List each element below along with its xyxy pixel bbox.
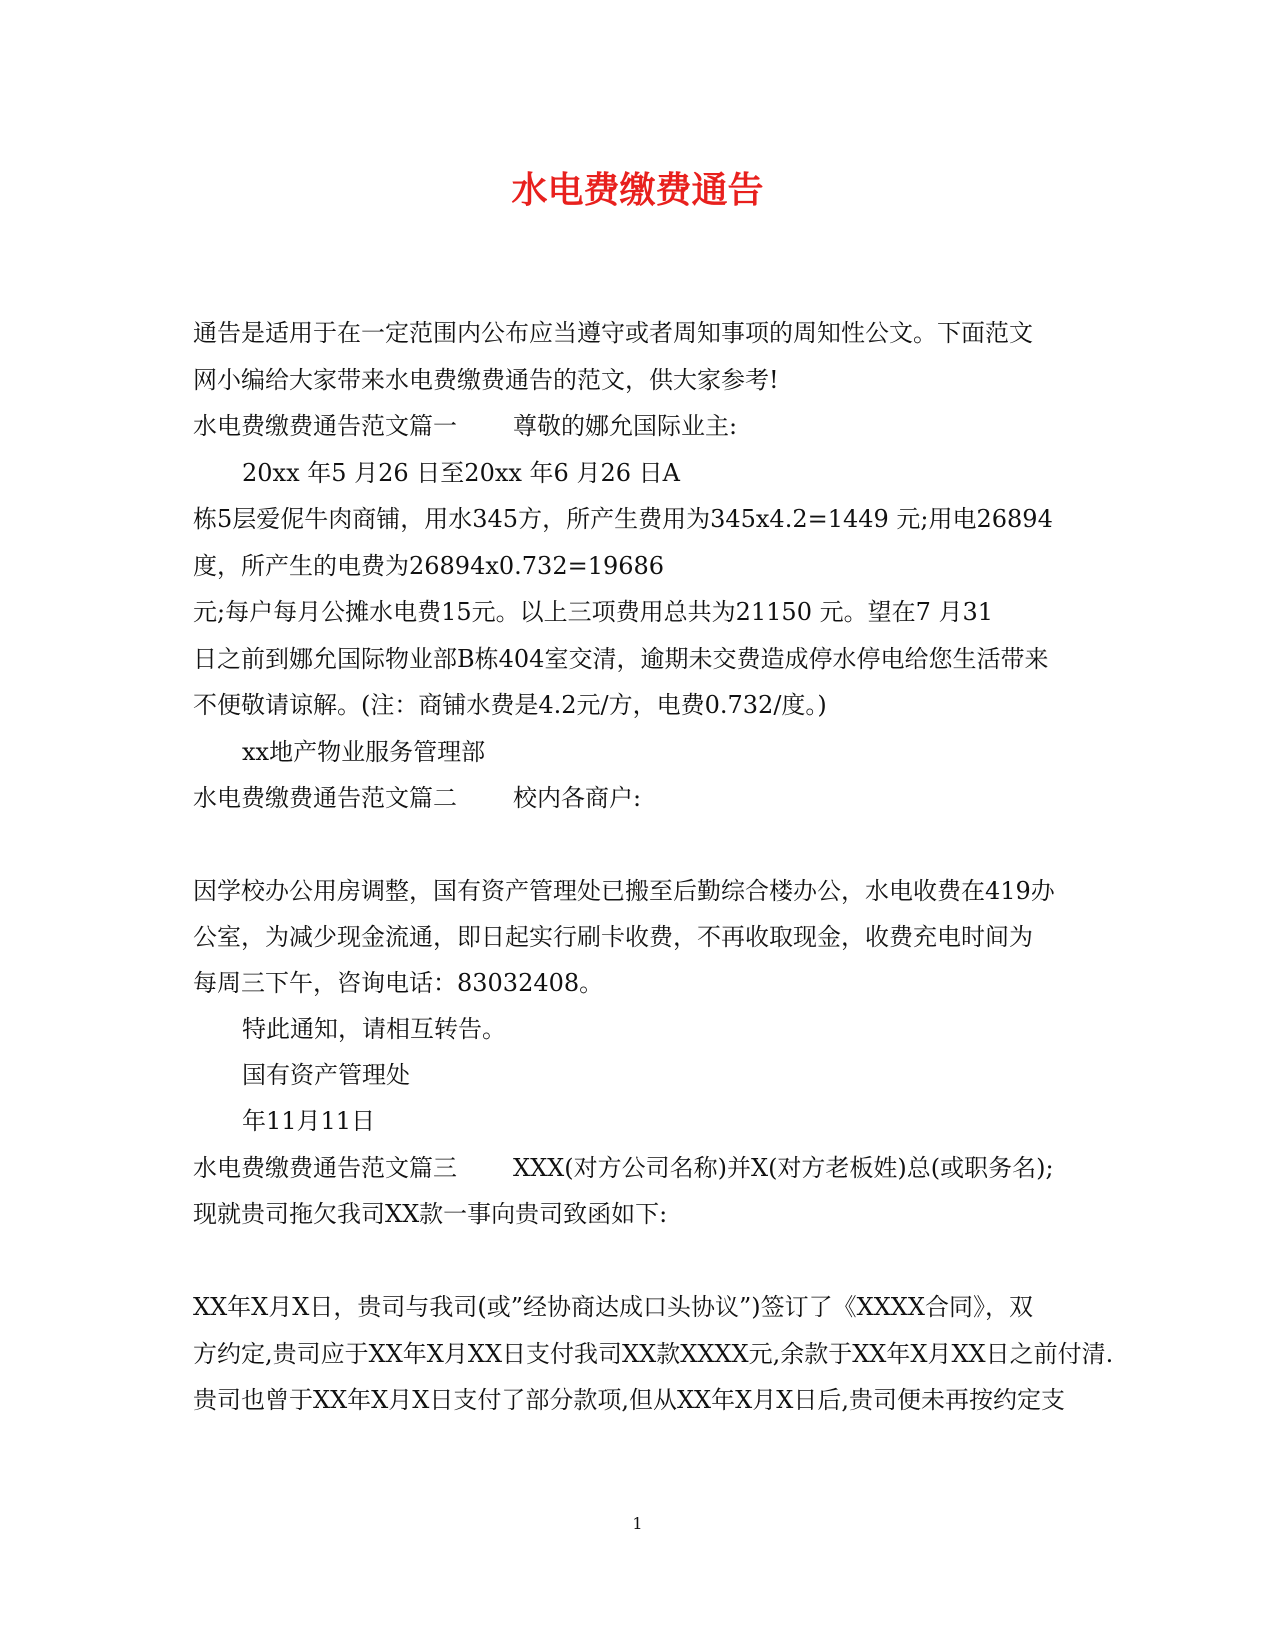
sample2-heading: 水电费缴费通告范文篇二 <box>193 784 457 812</box>
sample1-body-line-6: 不便敬请谅解。(注：商铺水费是4.2元/方，电费0.732/度。) <box>193 691 827 719</box>
sample2-heading-line <box>193 783 1093 813</box>
sample2-signature: 国有资产管理处 <box>242 1061 410 1089</box>
sample1-salutation: 尊敬的娜允国际业主: <box>513 412 738 440</box>
sample3-heading-line <box>193 1153 1093 1183</box>
sample1-heading: 水电费缴费通告范文篇一 <box>193 412 457 440</box>
sample3-body-line-2: 方约定,贵司应于XX年X月XX日支付我司XX款XXXX元,余款于XX年X月XX日之前付清. <box>193 1340 1114 1368</box>
sample1-body-line-5: 日之前到娜允国际物业部B栋404室交清，逾期未交费造成停水停电给您生活带来 <box>193 645 1049 673</box>
sample3-heading: 水电费缴费通告范文篇三 <box>193 1154 457 1182</box>
sample1-body-line-1: 20xx 年5 月26 日至20xx 年6 月26 日A <box>242 459 680 487</box>
sample1-heading-line <box>193 411 1093 441</box>
document-title: 水电费缴费通告 <box>511 169 764 211</box>
sample1-body-line-3: 度，所产生的电费为26894x0.732=19686 <box>193 552 665 580</box>
sample2-salutation: 校内各商户: <box>513 784 642 812</box>
sample3-line-2: 现就贵司拖欠我司XX款一事向贵司致函如下: <box>193 1200 668 1228</box>
sample1-body-line-2: 栋5层爱伲牛肉商铺，用水345方，所产生费用为345x4.2=1449 元;用电26894 <box>193 505 1053 533</box>
sample2-notice: 特此通知，请相互转告。 <box>242 1015 506 1043</box>
sample2-date: 年11月11日 <box>242 1107 376 1135</box>
page-number: 1 <box>632 1514 643 1533</box>
sample1-body-line-4: 元;每户每月公摊水电费15元。以上三项费用总共为21150 元。望在7 月31 <box>193 598 994 626</box>
intro-line-1: 通告是适用于在一定范围内公布应当遵守或者周知事项的周知性公文。下面范文 <box>193 319 1033 347</box>
sample2-body-line-2: 公室，为减少现金流通，即日起实行刷卡收费，不再收取现金，收费充电时间为 <box>193 923 1033 951</box>
sample1-signature: xx地产物业服务管理部 <box>242 738 486 766</box>
intro-line-2: 网小编给大家带来水电费缴费通告的范文，供大家参考! <box>193 366 779 394</box>
sample3-salutation: XXX(对方公司名称)并X(对方老板姓)总(或职务名); <box>513 1154 1054 1182</box>
sample2-body-line-1: 因学校办公用房调整，国有资产管理处已搬至后勤综合楼办公，水电收费在419办 <box>193 877 1055 905</box>
sample3-body-line-3: 贵司也曾于XX年X月X日支付了部分款项,但从XX年X月X日后,贵司便未再按约定支 <box>193 1386 1065 1414</box>
sample3-body-line-1: XX年X月X日，贵司与我司(或”经协商达成口头协议”)签订了《XXXX合同》，双 <box>193 1293 1033 1321</box>
sample2-body-line-3: 每周三下午，咨询电话：83032408。 <box>193 969 604 997</box>
